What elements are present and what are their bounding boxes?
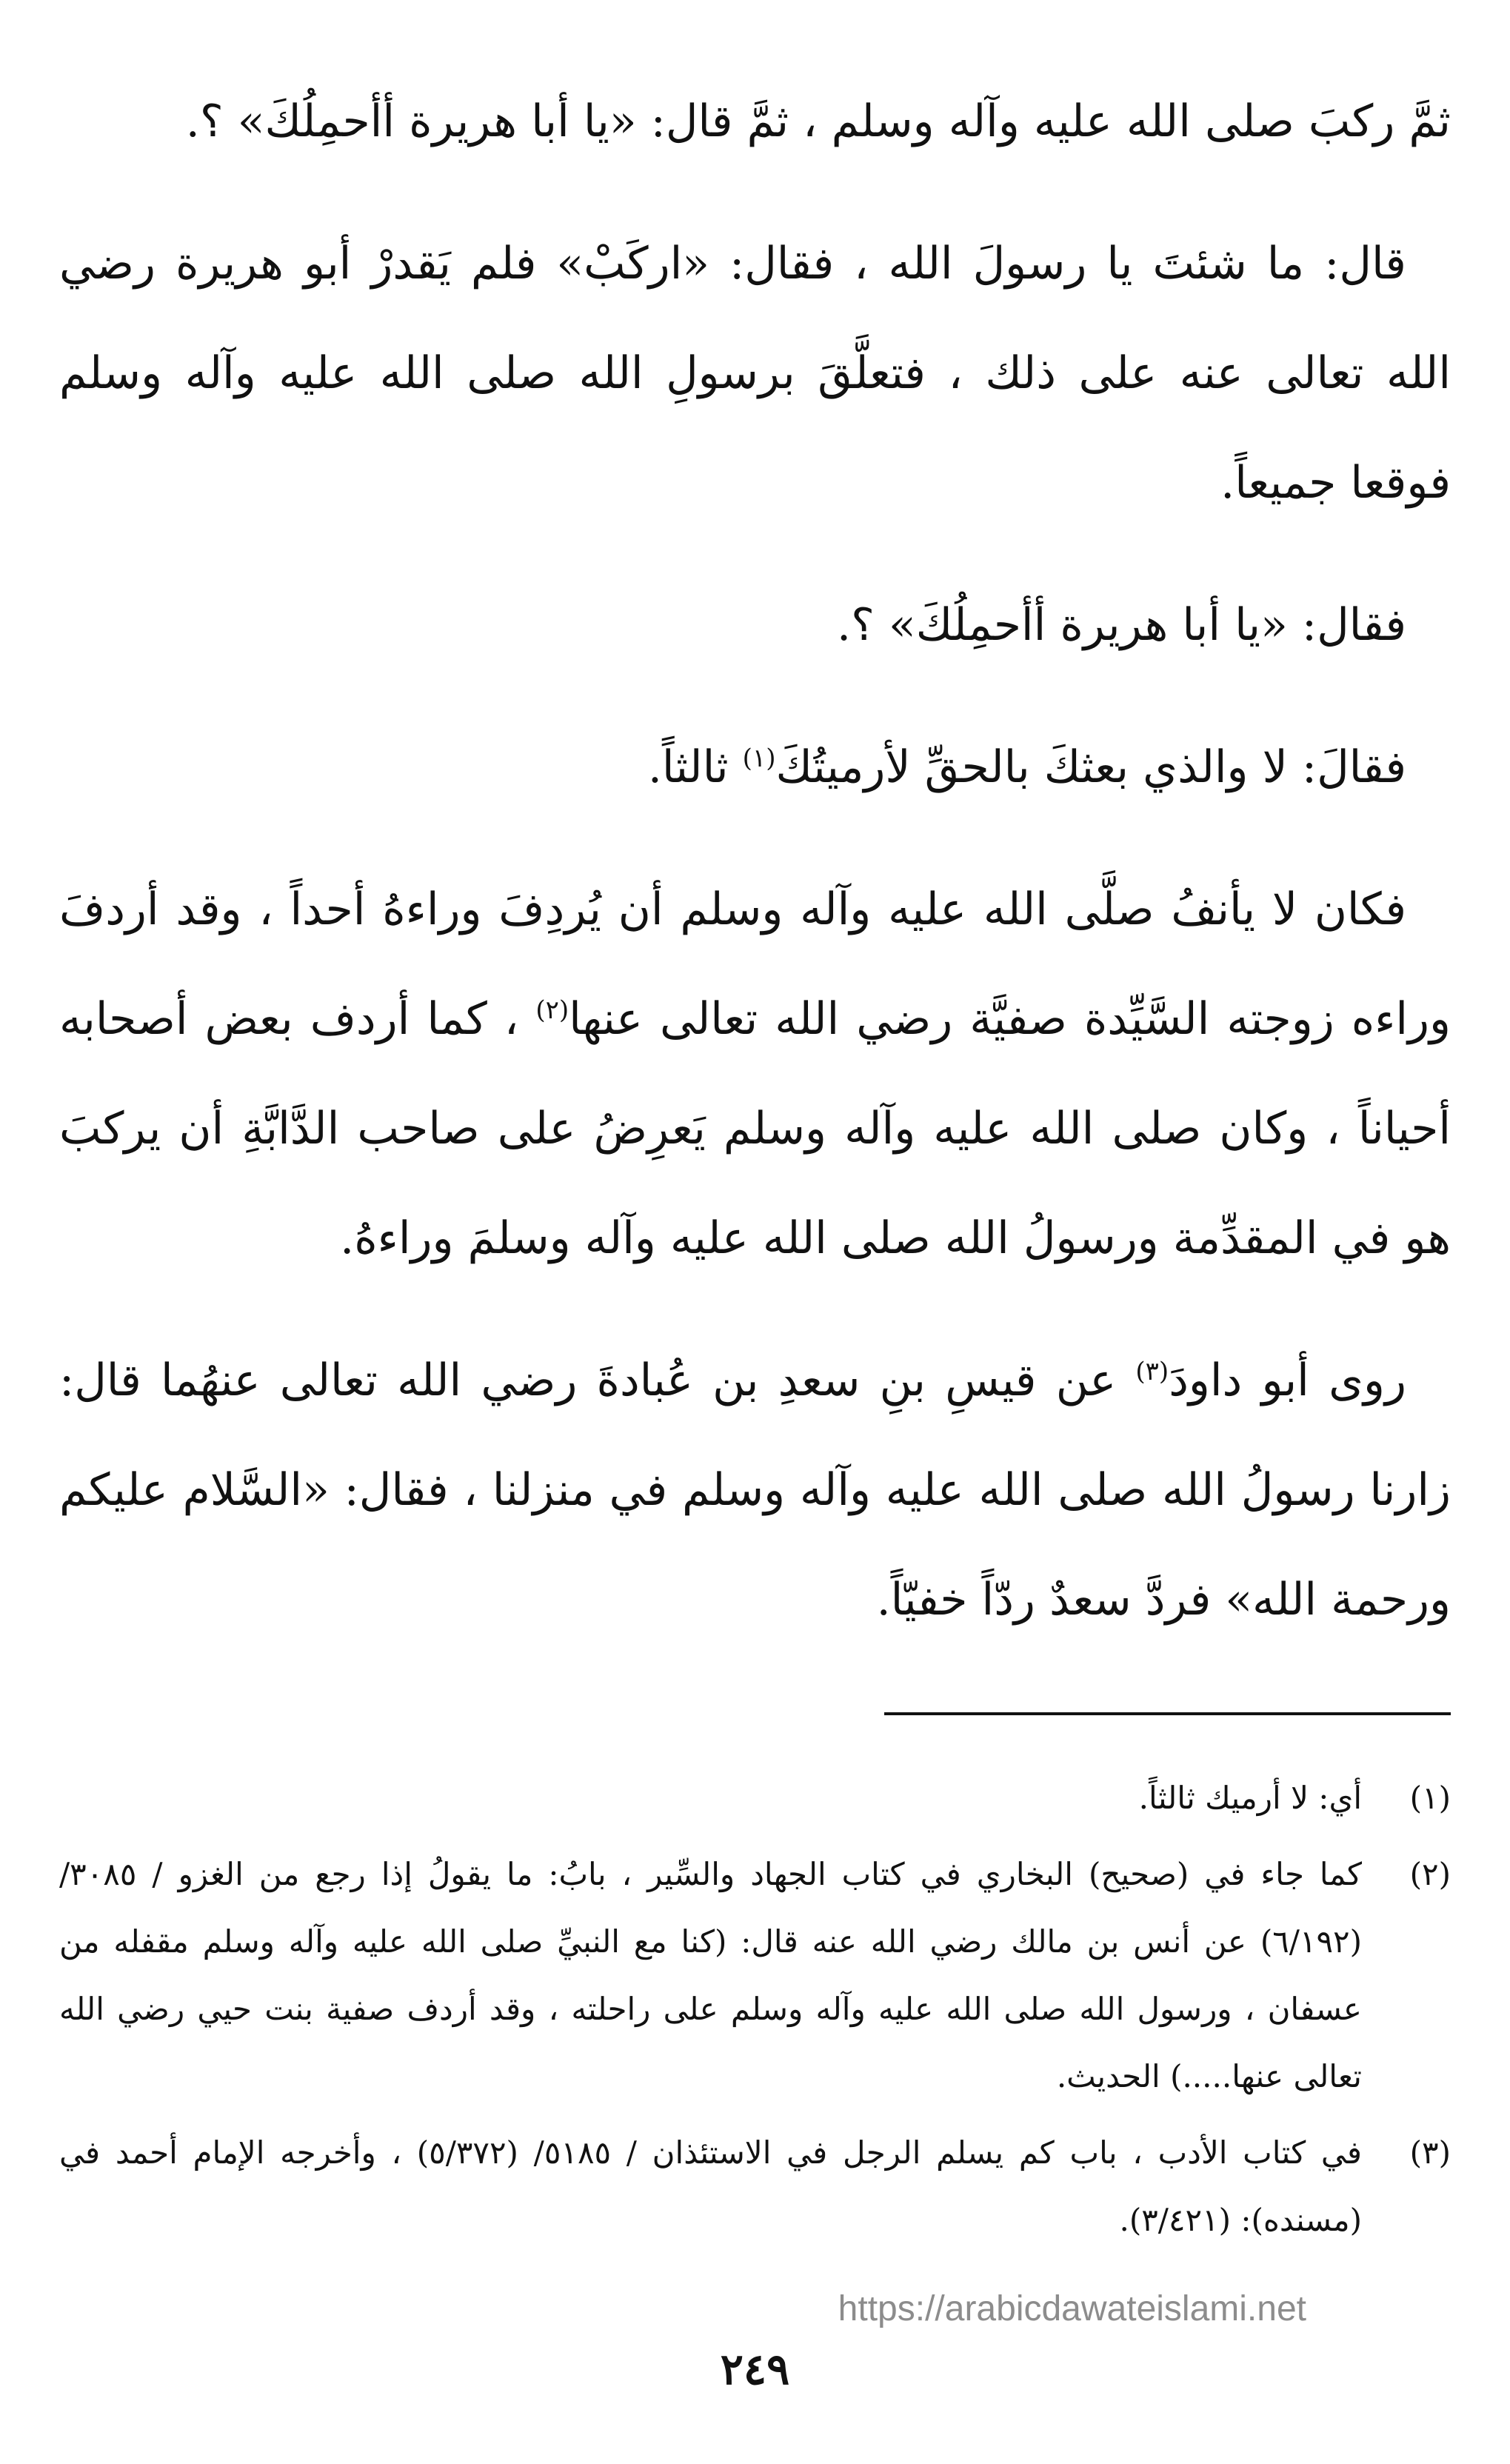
paragraph-1: ثمَّ ركبَ صلى الله عليه وآله وسلم ، ثمَّ قال: «يا أبا هريرة أأحمِلُكَ» ؟.: [185, 96, 1451, 147]
footnote-2: [59, 1840, 1451, 2110]
paragraph-3: فقال: «يا أبا هريرة أأحمِلُكَ» ؟.: [837, 599, 1406, 651]
footnote-3: [59, 2119, 1451, 2254]
main-text: [59, 67, 1451, 1655]
paragraph-5-rest: أردف بعض أصحابه أحياناً ، وكان صلى الله عليه وآله وسلم يَعرِضُ على صاحب الدَّابَّةِ أن يركبَ هو في المقدِّمة ورسولُ الله صلى الله عليه وآله وسلمَ وراءهُ.: [59, 993, 1451, 1264]
footnote-text: في كتاب الأدب ، باب كم يسلم الرجل في الاستئذان / ٥١٨٥/ (٥/٣٧٢) ، وأخرجه الإمام أحمد في (مسنده): (٣/٤٢١).: [59, 2134, 1363, 2238]
paragraph-6: [59, 1326, 1451, 1655]
footnotes: [59, 1764, 1451, 2254]
paragraph-2: قال: ما شئتَ يا رسولَ الله ، فقال: «اركَبْ» فلم يَقدرْ أبو هريرة رضي الله تعالى عنه على ذلك ، فتعلَّقَ برسولِ الله صلى الله عليه وآله وسلم فوقعا جميعاً.: [59, 238, 1451, 509]
note-ref-3[interactable]: (٣): [1135, 1357, 1169, 1386]
footnote-1: [59, 1764, 1451, 1832]
paragraph-4-text: فقالَ: لا والذي بعثكَ بالحقِّ لأرميتُكَ: [775, 741, 1406, 793]
page-number: ٢٤٩: [720, 2344, 790, 2394]
paragraph-6-text: روى أبو داودَ: [1169, 1355, 1406, 1406]
footnote-number: (٢): [1409, 1856, 1451, 1892]
paragraph-5-mid: ، كما: [427, 993, 519, 1045]
note-ref-1[interactable]: (١): [742, 744, 776, 773]
paragraph-4-tail: ثالثاً.: [647, 741, 729, 793]
paragraph-5: [59, 855, 1451, 1293]
watermark-url: https://arabicdawateislami.net: [838, 2289, 1306, 2328]
note-ref-2[interactable]: (٢): [535, 995, 569, 1025]
footnote-text: كما جاء في (صحيح) البخاري في كتاب الجهاد والسِّير ، بابُ: ما يقولُ إذا رجع من الغزو / ٣٠٨٥/ (٦/١٩٢) عن أنس بن مالك رضي الله عنه قال: (كنا مع النبيِّ صلى الله عليه وآله وسلم مقفله من عسفان ، ورسول الله صلى الله عليه وآله وسلم على راحلته ، وقد أردف صفية بنت حيي رضي الله تعالى عنها.....) الحديث.: [59, 1856, 1362, 2094]
footnote-text: أي: لا أرميك ثالثاً.: [1138, 1780, 1362, 1816]
footnote-number: (١): [1409, 1780, 1451, 1816]
paragraph-4: [59, 712, 1451, 822]
footnote-divider: [884, 1712, 1451, 1715]
footnote-number: (٣): [1409, 2134, 1451, 2171]
paragraph-6-rest: عن قيسِ بنِ سعدِ بن عُبادةَ رضي الله تعالى عنهُما قال: زارنا رسولُ الله صلى الله عليه وآله وسلم في منزلنا ، فقال: «السَّلام عليكم ورحمة الله» فردَّ سعدٌ ردّاً خفيّاً.: [59, 1355, 1451, 1626]
paragraph-5-text: فكان لا يأنفُ صلَّى الله عليه وآله وسلم أن يُردِفَ وراءهُ أحداً ، وقد أردفَ وراءه زوجته السَّيِّدة صفيَّة رضي الله تعالى عنها: [59, 884, 1451, 1045]
